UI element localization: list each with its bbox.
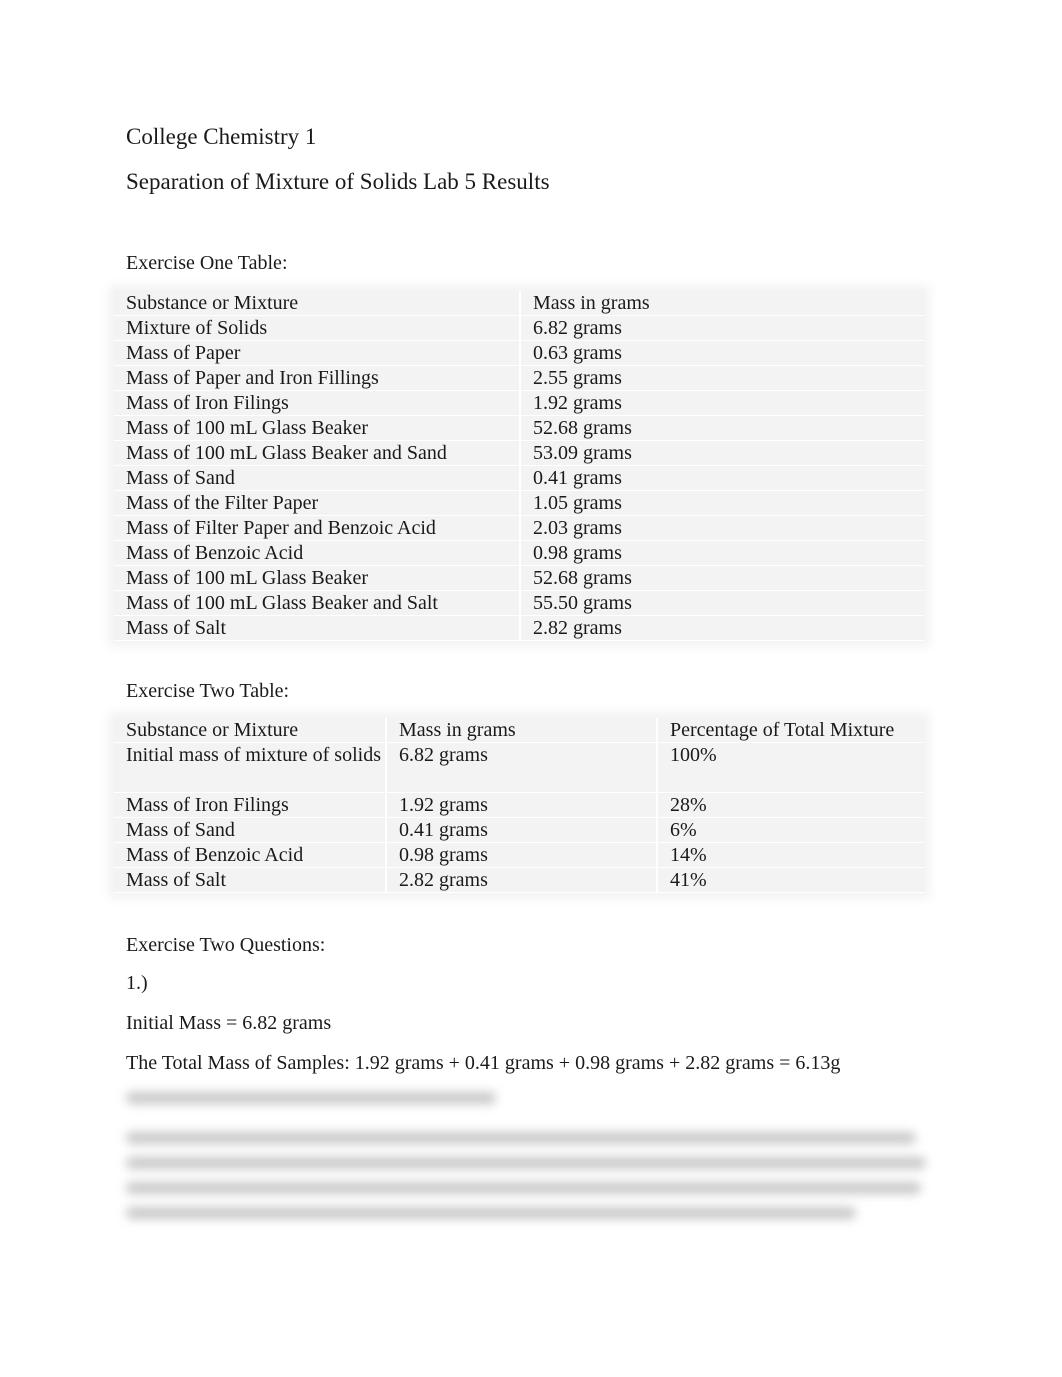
lab-title: Separation of Mixture of Solids Lab 5 Results	[126, 169, 550, 194]
blurred-line	[126, 1182, 921, 1194]
exercise-two-label: Exercise Two Table:	[126, 680, 290, 702]
substance-cell: Mass of Salt	[126, 617, 226, 639]
table-row	[114, 516, 924, 541]
substance-cell: Mass of Sand	[126, 467, 235, 489]
mass-cell: 2.03 grams	[519, 516, 924, 541]
blurred-line	[126, 1092, 496, 1104]
table-row	[114, 591, 924, 616]
table-row	[114, 466, 924, 491]
mass-cell: 55.50 grams	[519, 591, 924, 616]
substance-cell: Mass of Salt	[126, 869, 226, 891]
substance-cell: Mass of Benzoic Acid	[126, 844, 304, 866]
substance-cell: Mixture of Solids	[126, 317, 268, 339]
mass-cell: 6.82 grams	[385, 743, 656, 793]
percentage-cell: 14%	[656, 843, 924, 868]
substance-cell: Mass of 100 mL Glass Beaker and Sand	[126, 442, 447, 464]
table-row	[114, 566, 924, 591]
column-header: Substance or Mixture	[126, 719, 299, 741]
column-header: Mass in grams	[385, 718, 656, 743]
table-row	[114, 868, 924, 893]
substance-cell: Mass of Sand	[126, 819, 235, 841]
percentage-cell: 41%	[656, 868, 924, 893]
table-header-row	[114, 718, 924, 743]
substance-cell: Mass of 100 mL Glass Beaker	[126, 567, 368, 589]
blurred-line	[126, 1132, 916, 1144]
table-row	[114, 341, 924, 366]
exercise-one-label: Exercise One Table:	[126, 252, 288, 274]
exercise-one-table	[114, 291, 924, 641]
substance-cell: Mass of Paper and Iron Fillings	[126, 367, 379, 389]
percentage-cell: 28%	[656, 793, 924, 818]
blurred-line	[126, 1207, 856, 1219]
substance-cell: Mass of Iron Filings	[126, 392, 289, 414]
table-row	[114, 743, 924, 793]
table-row	[114, 843, 924, 868]
mass-cell: 1.05 grams	[519, 491, 924, 516]
substance-cell: Mass of 100 mL Glass Beaker and Salt	[126, 592, 438, 614]
substance-cell: Mass of the Filter Paper	[126, 492, 319, 514]
questions-label: Exercise Two Questions:	[126, 934, 326, 956]
mass-cell: 52.68 grams	[519, 416, 924, 441]
mass-cell: 2.82 grams	[519, 616, 924, 641]
column-header: Mass in grams	[519, 291, 924, 316]
table-header-row	[114, 291, 924, 316]
mass-cell: 6.82 grams	[519, 316, 924, 341]
table-row	[114, 793, 924, 818]
mass-cell: 2.82 grams	[385, 868, 656, 893]
table-row	[114, 541, 924, 566]
mass-cell: 0.63 grams	[519, 341, 924, 366]
mass-cell: 0.98 grams	[385, 843, 656, 868]
substance-cell: Initial mass of mixture of solids	[126, 744, 381, 766]
table-row	[114, 441, 924, 466]
substance-cell: Mass of Iron Filings	[126, 794, 289, 816]
mass-cell: 52.68 grams	[519, 566, 924, 591]
column-header: Substance or Mixture	[126, 292, 299, 314]
mass-cell: 0.41 grams	[385, 818, 656, 843]
table-row	[114, 391, 924, 416]
exercise-two-table	[114, 718, 924, 893]
total-mass-line: The Total Mass of Samples: 1.92 grams + 0.41 grams + 0.98 grams + 2.82 grams = 6.13g	[126, 1052, 841, 1074]
course-title: College Chemistry 1	[126, 124, 317, 149]
question-number: 1.)	[126, 972, 148, 994]
mass-cell: 0.41 grams	[519, 466, 924, 491]
table-row	[114, 616, 924, 641]
substance-cell: Mass of Paper	[126, 342, 241, 364]
table-row	[114, 491, 924, 516]
table-row	[114, 818, 924, 843]
initial-mass-line: Initial Mass = 6.82 grams	[126, 1012, 332, 1034]
column-header: Percentage of Total Mixture	[656, 718, 924, 743]
table-row	[114, 416, 924, 441]
percentage-cell: 100%	[656, 743, 924, 793]
substance-cell: Mass of Benzoic Acid	[126, 542, 304, 564]
percentage-cell: 6%	[656, 818, 924, 843]
mass-cell: 1.92 grams	[519, 391, 924, 416]
substance-cell: Mass of 100 mL Glass Beaker	[126, 417, 368, 439]
table-row	[114, 366, 924, 391]
substance-cell: Mass of Filter Paper and Benzoic Acid	[126, 517, 436, 539]
blurred-preview-content	[126, 1092, 926, 1232]
mass-cell: 2.55 grams	[519, 366, 924, 391]
mass-cell: 0.98 grams	[519, 541, 924, 566]
mass-cell: 53.09 grams	[519, 441, 924, 466]
mass-cell: 1.92 grams	[385, 793, 656, 818]
blurred-line	[126, 1157, 926, 1169]
table-row	[114, 316, 924, 341]
